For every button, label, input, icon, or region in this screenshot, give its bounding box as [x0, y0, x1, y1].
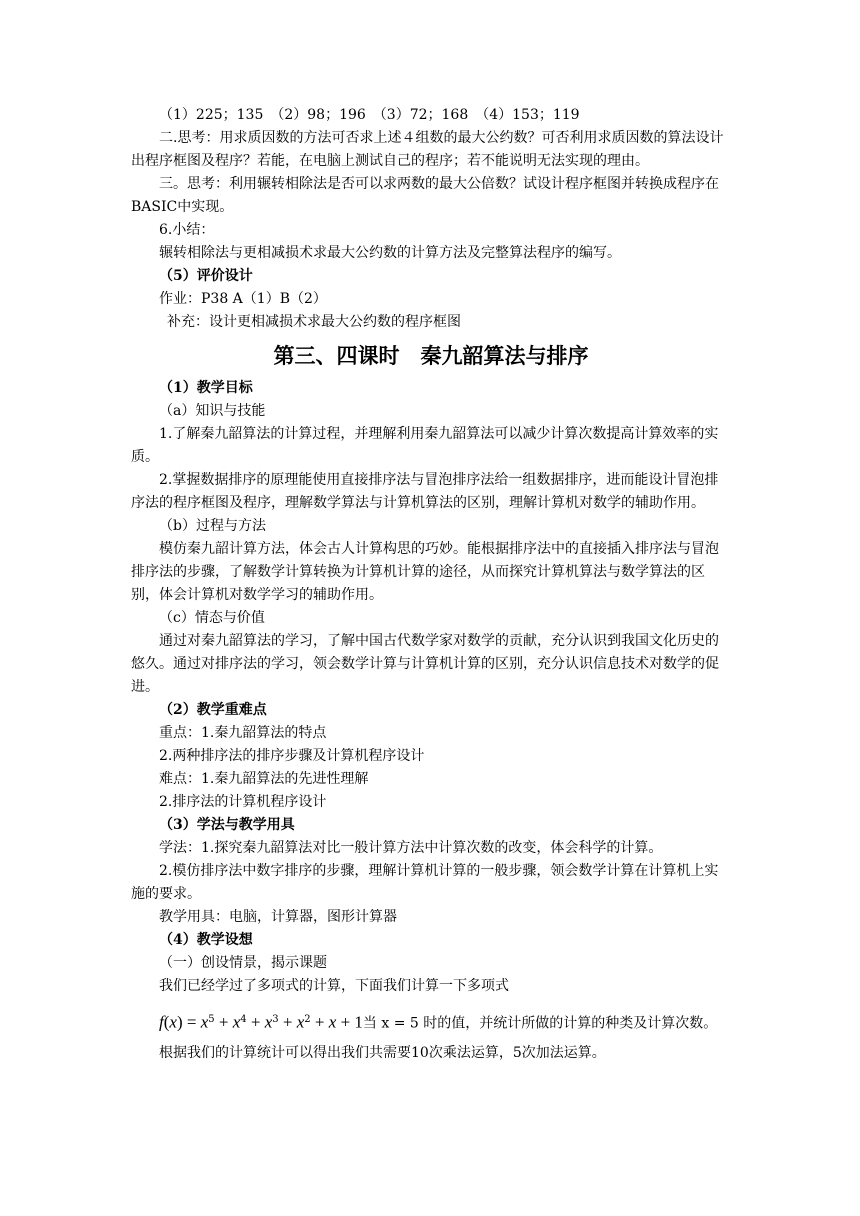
- process-method-text: 模仿秦九韶计算方法，体会古人计算构思的巧妙。能根据排序法中的直接插入排序法与冒泡排序法的步骤，了解数学计算转换为计算机计算的途径，从而探究计算机算法与数学算法的区别，体会计算机对数学学习的辅助作用。: [131, 541, 719, 603]
- process-method-heading: （b）过程与方法: [159, 518, 266, 534]
- knowledge-item-1: 1.了解秦九韶算法的计算过程，并理解利用秦九韶算法可以减少计算次数提高计算效率的实质。: [131, 426, 719, 465]
- study-tools-heading: （3）学法与教学用具: [159, 817, 295, 833]
- polynomial-formula-line: $f(x) = x^5 + x^4 + x^3 + x^2 + x + 1$当 x = 5 时的值，并统计所做的计算的种类及计算次数。: [159, 1012, 718, 1032]
- study-method-1: 学法：1.探究秦九韶算法对比一般计算方法中计算次数的改变，体会科学的计算。: [159, 840, 663, 856]
- homework-line: 作业：P38 A（1）B（2）: [159, 291, 327, 307]
- attitude-value-heading: （c）情态与价值: [159, 610, 265, 626]
- intro-text: 我们已经学过了多项式的计算，下面我们计算一下多项式: [159, 978, 509, 994]
- answer-line: （1）225；135 （2）98；196 （3）72；168 （4）153；119: [159, 107, 580, 123]
- key-point-1: 重点：1.秦九韶算法的特点: [159, 725, 327, 741]
- polynomial-formula: f: [159, 1012, 164, 1032]
- attitude-value-text: 通过对秦九韶算法的学习，了解中国古代数学家对数学的贡献，充分认识到我国文化历史的悠久。通过对排序法的学习，领会数学计算与计算机计算的区别，充分认识信息技术对数学的促进。: [131, 633, 719, 695]
- objectives-heading: （1）教学目标: [159, 380, 253, 396]
- summary-text: 辗转相除法与更相减损术求最大公约数的计算方法及完整算法程序的编写。: [159, 245, 621, 261]
- scenario-heading: （一）创设情景，揭示课题: [159, 955, 327, 971]
- difficult-point-2: 2.排序法的计算机程序设计: [159, 794, 327, 810]
- difficult-point-1: 难点：1.秦九韶算法的先进性理解: [159, 771, 369, 787]
- teaching-design-heading: （4）教学设想: [159, 932, 253, 948]
- formula-condition: 当 x = 5 时的值，并统计所做的计算的种类及计算次数。: [362, 1015, 718, 1032]
- key-difficult-heading: （2）教学重难点: [159, 702, 267, 718]
- document-body: [131, 104, 731, 1065]
- think-paragraph-3: 三。思考：利用辗转相除法是否可以求两数的最大公倍数？试设计程序框图并转换成程序在BASIC中实现。: [131, 176, 719, 215]
- study-method-2: 2.模仿排序法中数字排序的步骤，理解计算机计算的一般步骤，领会数学计算在计算机上实施的要求。: [131, 863, 719, 902]
- summary-heading: 6.小结：: [159, 222, 215, 238]
- supplement-line: 补充：设计更相减损术求最大公约数的程序框图: [167, 314, 461, 330]
- evaluation-heading: （5）评价设计: [159, 268, 253, 284]
- teaching-tools: 教学用具：电脑，计算器，图形计算器: [159, 909, 397, 925]
- think-paragraph-2: 二.思考：用求质因数的方法可否求上述４组数的最大公约数？可否利用求质因数的算法设计出程序框图及程序？若能，在电脑上测试自己的程序；若不能说明无法实现的理由。: [131, 130, 724, 169]
- section-title: 第三、四课时 秦九韶算法与排序: [273, 344, 589, 368]
- knowledge-skills-heading: （a）知识与技能: [159, 403, 266, 419]
- key-point-2: 2.两种排序法的排序步骤及计算机程序设计: [159, 748, 425, 764]
- knowledge-item-2: 2.掌握数据排序的原理能使用直接排序法与冒泡排序法给一组数据排序，进而能设计冒泡排序法的程序框图及程序，理解数学算法与计算机算法的区别，理解计算机对数学的辅助作用。: [131, 472, 719, 511]
- result-text: 根据我们的计算统计可以得出我们共需要10次乘法运算，5次加法运算。: [159, 1044, 606, 1061]
